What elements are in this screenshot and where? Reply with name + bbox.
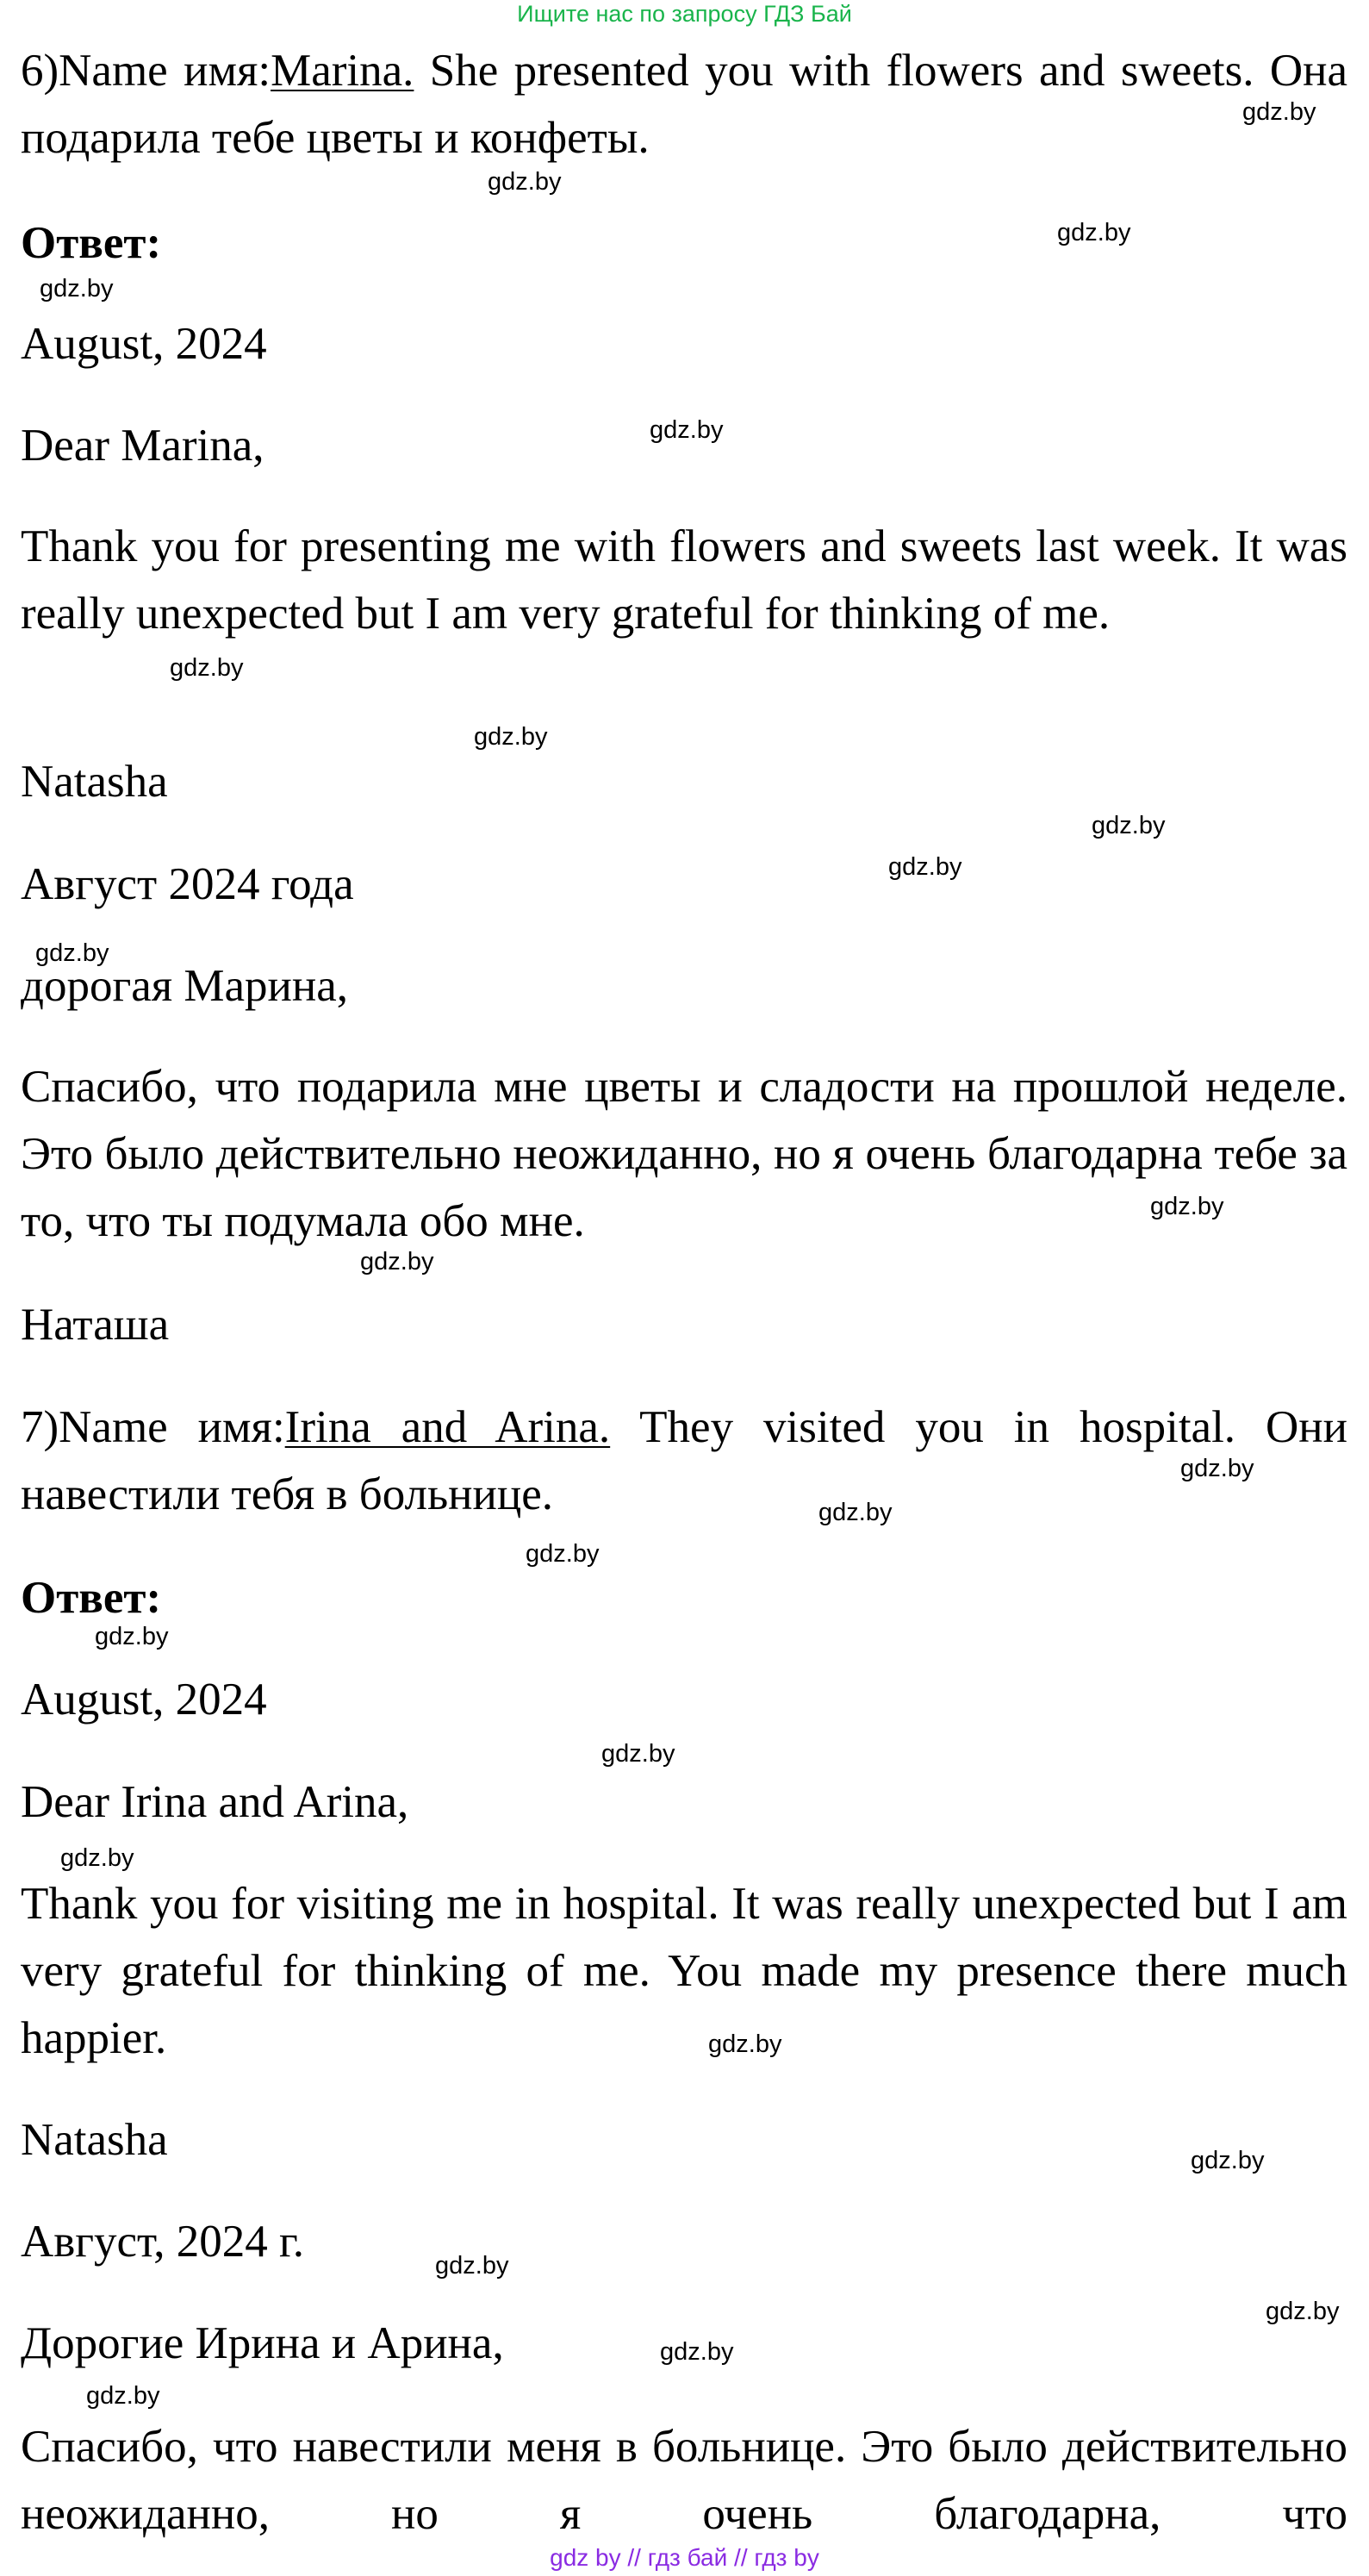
watermark: gdz.by [601, 1740, 675, 1768]
watermark: gdz.by [526, 1540, 600, 1568]
watermark: gdz.by [660, 2338, 734, 2366]
watermark: gdz.by [95, 1623, 169, 1650]
watermark: gdz.by [35, 939, 109, 967]
task-7-letter-body-en: Thank you for visiting me in hospital. It was really unexpected but I am very grateful for thinking of me. You made my presence there much happier. [21, 1879, 1347, 2063]
task-6-letter-body-en: Thank you for presenting me with flowers and sweets last week. It was really unexpected but I am very grateful for thinking of me. [21, 521, 1347, 639]
task-7-prompt [21, 1394, 1347, 1528]
watermark: gdz.by [1191, 2147, 1265, 2174]
watermark: gdz.by [1092, 812, 1166, 839]
watermark: gdz.by [1266, 2298, 1340, 2325]
task-7-recipient-name: Irina and Arina. [284, 1402, 611, 1452]
watermark: gdz.by [1057, 219, 1131, 246]
watermark: gdz.by [888, 853, 962, 881]
watermark: gdz.by [40, 275, 114, 303]
watermark: gdz.by [1150, 1193, 1224, 1220]
watermark: gdz.by [818, 1499, 893, 1526]
task-6-greeting-en: Dear Marina, [21, 421, 264, 471]
task-6-prefix: 6)Name имя: [21, 46, 271, 96]
task-7-date-en: August, 2024 [21, 1675, 267, 1725]
search-hint-banner: Ищите нас по запросу ГДЗ Бай [517, 1, 852, 27]
watermark: gdz.by [435, 2252, 509, 2280]
task-6-signature-ru: Наташа [21, 1300, 170, 1350]
watermark: gdz.by [1180, 1455, 1254, 1482]
task-7-prefix: 7)Name имя: [21, 1402, 285, 1452]
watermark: gdz.by [650, 416, 724, 444]
watermark: gdz.by [1242, 98, 1316, 126]
task-7-date-ru: Август, 2024 г. [21, 2217, 304, 2267]
watermark: gdz.by [708, 2030, 782, 2058]
task-6-prompt [21, 37, 1347, 172]
task-6-date-ru: Август 2024 года [21, 859, 354, 909]
task-6-greeting-ru: дорогая Марина, [21, 961, 349, 1011]
watermark: gdz.by [86, 2382, 160, 2410]
task-7-letter-body-ru: Спасибо, что навестили меня в больнице. Это было действительно неожиданно, но я очень благодарна, что [21, 2422, 1347, 2539]
task-6-answer-label: Ответ: [21, 218, 162, 268]
watermark: gdz.by [474, 723, 548, 751]
watermark: gdz.by [488, 168, 562, 196]
task-7-signature-en: Natasha [21, 2115, 168, 2165]
task-6-prompt-text: She presented you with flowers and sweets. Она подарила тебе цветы и конфеты. [21, 46, 1347, 163]
watermark: gdz.by [360, 1248, 434, 1276]
watermark: gdz.by [60, 1844, 134, 1872]
task-6-recipient-name: Marina. [271, 46, 414, 96]
task-6-signature-en: Natasha [21, 757, 168, 807]
site-footer-banner: gdz by // гдз бай // гдз by [550, 2544, 819, 2571]
task-6-date-en: August, 2024 [21, 319, 267, 369]
task-7-greeting-en: Dear Irina and Arina, [21, 1777, 409, 1827]
watermark: gdz.by [170, 654, 244, 682]
task-7-greeting-ru: Дорогие Ирина и Арина, [21, 2318, 504, 2368]
task-6-letter-body-ru: Спасибо, что подарила мне цветы и сладости на прошлой неделе. Это было действительно неожиданно, но я очень благодарна тебе за то, что ты подумала обо мне. [21, 1062, 1347, 1246]
task-7-prompt-text: They visited you in hospital. Они навестили тебя в больнице. [21, 1402, 1347, 1519]
task-7-answer-label: Ответ: [21, 1573, 162, 1623]
